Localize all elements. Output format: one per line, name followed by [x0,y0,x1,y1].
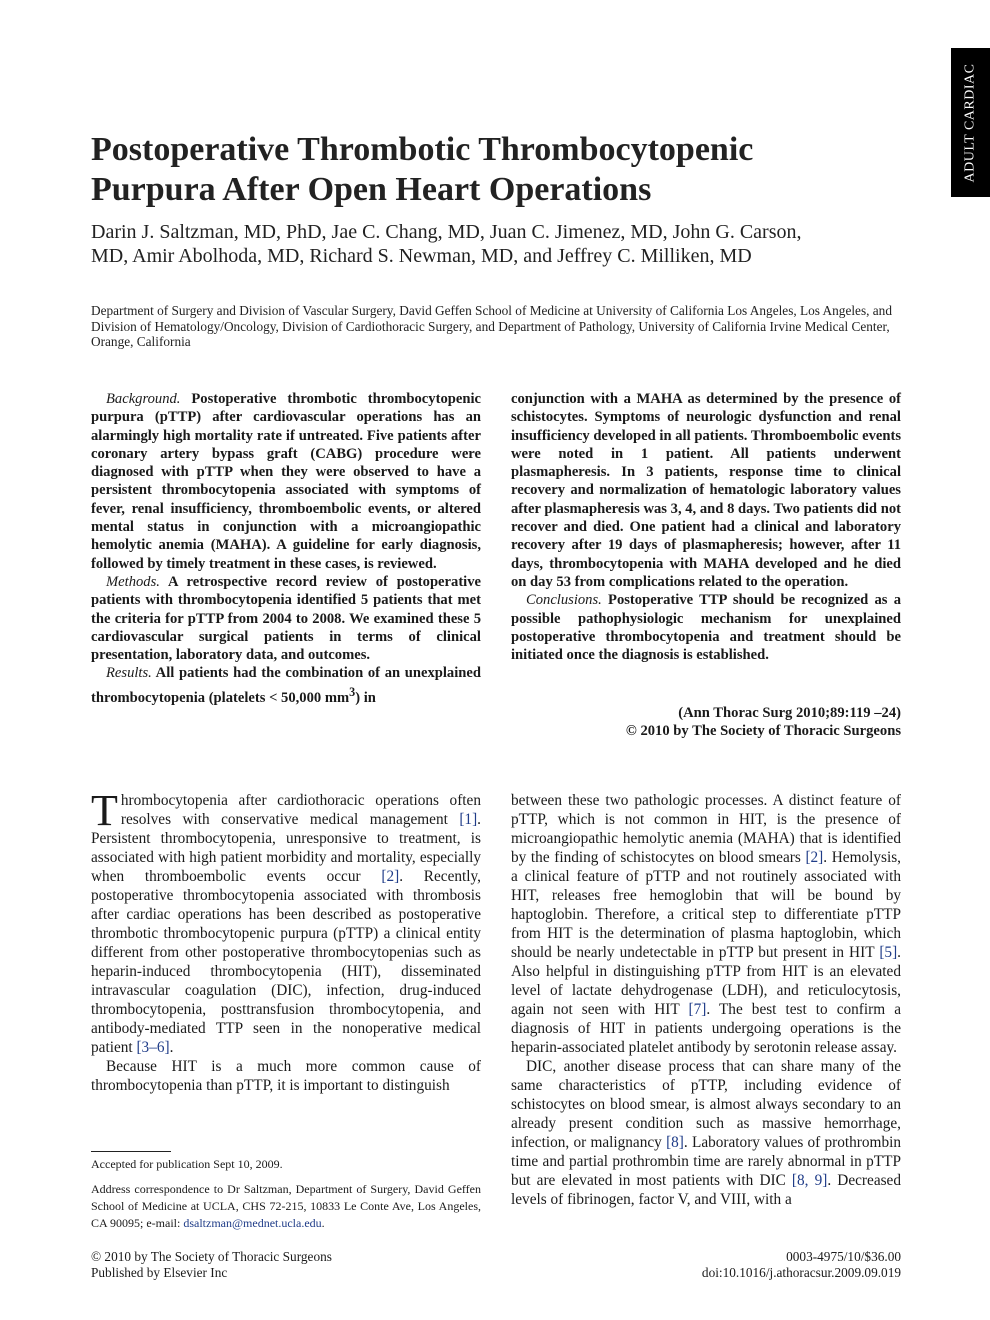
footer-left [91,1249,481,1281]
abstract-background: Background. Postoperative thrombotic thrombocytopenic purpura (pTTP) after cardiovascular operations has an alarmingly high mortality rate if untreated. Five patients after coronary artery bypass graft (CABG) procedure were diagnosed with pTTP when they were observed to have a persistent thrombocytopenia associated with symptoms of fever, renal insufficiency, thromboembolic events, or altered mental status in conjunction with a microangiopathic hemolytic anemia (MAHA). A guideline for early diagnosis, followed by timely treatment in these cases, is reviewed. [91,391,481,572]
section-tab-label: ADULT CARDIAC [962,63,978,182]
affiliation: Department of Surgery and Division of Vascular Surgery, David Geffen School of Medicine at University of California Los Angeles, Los Angeles, and Division of Hematology/Oncology, Division of Cardiothoracic Surgery, and Department of Pathology, University of California Irvine Medical Center, Orange, California [91,303,892,349]
conclusions-label: Conclusions. [526,592,602,609]
background-label: Background. [106,391,181,407]
reference-link[interactable]: [1] [459,811,478,828]
abstract-copyright: © 2010 by The Society of Thoracic Surgeons [625,723,901,740]
body-left-column [91,786,481,1095]
footer-issn: 0003-4975/10/$36.00 [786,1249,901,1264]
body-paragraph: Because HIT is a much more common cause of thrombocytopenia than pTTP, it is important to distinguish [91,1058,481,1094]
author-list: Darin J. Saltzman, MD, PhD, Jae C. Chang, MD, Juan C. Jimenez, MD, John G. Carson, MD, Amir Abolhoda, MD, Richard S. Newman, MD, and Jeffrey C. Milliken, MD [91,221,802,267]
drop-cap: T [91,786,118,835]
methods-label: Methods. [106,573,160,590]
body-paragraph: between these two pathologic processes. A distinct feature of pTTP, which is not common in HIT, is the presence of microangiopathic hemolytic anemia (MAHA) that is identified by the finding of schistocytes on blood smears [2]. Hemolysis, a clinical feature of pTTP and not routinely associated with HIT, releases free hemoglobin that will be bound by haptoglobin. Therefore, a critical step to differentiate pTTP from HIT is the determination of plasma haptoglobin, which should be nearly undetectable in pTTP but present in HIT [5]. Also helpful in distinguishing pTTP from HIT is an elevated level of lactate dehydrogenase (LDH), and reticulocytosis, again not seen with HIT [7]. The best test to confirm a diagnosis of HIT in patients undergoing operations is the heparin-associated platelet antibody by serotonin release assay. [511,792,901,1056]
abstract-right-column [511,390,901,664]
abstract-results-continued: conjunction with a MAHA as determined by the presence of schistocytes. Symptoms of neurologic dysfunction and renal insufficiency developed in all patients. Thromboembolic events were noted in 1 patient. All patients underwent plasmapheresis. In 3 patients, response time to clinical recovery and normalization of hematologic laboratory values after plasmapheresis was 3, 4, and 8 days. Two patients did not recover and died. One patient had a clinical and laboratory recovery after 19 days of plasmapheresis; however, after 11 days, thrombocytopenia with MAHA developed and he died on day 53 from complications related to the operation. [511,391,901,590]
footnote-address: Address correspondence to Dr Saltzman, Department of Surgery, David Geffen School of Medicine at UCLA, CHS 72-215, 10833 Le Conte Ave, Los Angeles, CA 90095; e-mail: dsaltzman@mednet.ucla.edu. [91,1182,481,1230]
journal-citation: (Ann Thorac Surg 2010;89:119 –24) [678,705,901,721]
footnote-divider [91,1151,171,1152]
reference-link[interactable]: [2] [381,868,400,885]
footer-doi: doi:10.1016/j.athoracsur.2009.09.019 [701,1265,901,1280]
footer-right [560,1249,901,1281]
body-right-column [511,791,901,1209]
body-paragraph: Thrombocytopenia after cardiothoracic operations often resolves with conservative medical management [1]. Persistent thrombocytopenia, unresponsive to treatment, is associated with high patient morbidity and mortality, especially when thromboembolic events occur [2]. Recently, postoperative thrombocytopenia associated with thrombosis after cardiac operations has been described as postoperative thrombotic thrombocytopenic purpura (pTTP) a clinical entity different from other postoperative thrombocytopenias such as heparin-induced thrombocytopenia (HIT), disseminated intravascular coagulation (DIC), infection, drug-induced thrombocytopenia, posttransfusion thrombocytopenia, and antibody-mediated TTP seen in the nonoperative medical patient [3–6]. [91,786,481,1056]
results-label: Results. [106,665,152,682]
footer-copyright: © 2010 by The Society of Thoracic Surgeons [91,1249,332,1264]
article-title: Postoperative Thrombotic Thrombocytopenic Purpura After Open Heart Operations [91,131,754,208]
abstract-left-column [91,390,481,707]
reference-link[interactable]: [5] [879,944,898,961]
citation-block [511,704,901,741]
abstract-methods: Methods. A retrospective record review of postoperative patients with thrombocytopenia identified 5 patients that met the criteria for pTTP from 2004 to 2008. We examined these 5 cardiovascular surgical patients in terms of clinical presentation, laboratory data, and outcomes. [91,573,482,664]
footnote-accepted: Accepted for publication Sept 10, 2009. [91,1157,283,1171]
reference-link[interactable]: [8, 9] [791,1172,828,1189]
reference-link[interactable]: [2] [805,849,824,866]
section-tab [951,48,990,197]
reference-link[interactable]: [7] [688,1001,707,1018]
body-paragraph: DIC, another disease process that can share many of the same characteristics of pTTP, including evidence of schistocytes on blood smear, is almost always secondary to an already present condition such as massive hemorrhage, infection, or malignancy [8]. Laboratory values of prothrombin time and partial prothrombin time are rarely abnormal in pTTP but are elevated in most patients with DIC [8, 9]. Decreased levels of fibrinogen, factor V, and VIII, with a [511,1058,901,1208]
reference-link[interactable]: [3–6] [136,1039,170,1056]
footer-publisher: Published by Elsevier Inc [91,1265,228,1280]
abstract-results: Results. All patients had the combination of an unexplained thrombocytopenia (platelets < 50,000 $mm^3$) in [91,665,481,706]
reference-link[interactable]: [8] [666,1134,684,1151]
abstract-conclusions: Conclusions. Postoperative TTP should be recognized as a possible pathophysiologic mechanism for unexplained postoperative thrombocytopenia and treatment should be initiated once the diagnosis is established. [511,592,901,664]
email-link[interactable]: dsaltzman@mednet.ucla.edu [183,1216,322,1230]
